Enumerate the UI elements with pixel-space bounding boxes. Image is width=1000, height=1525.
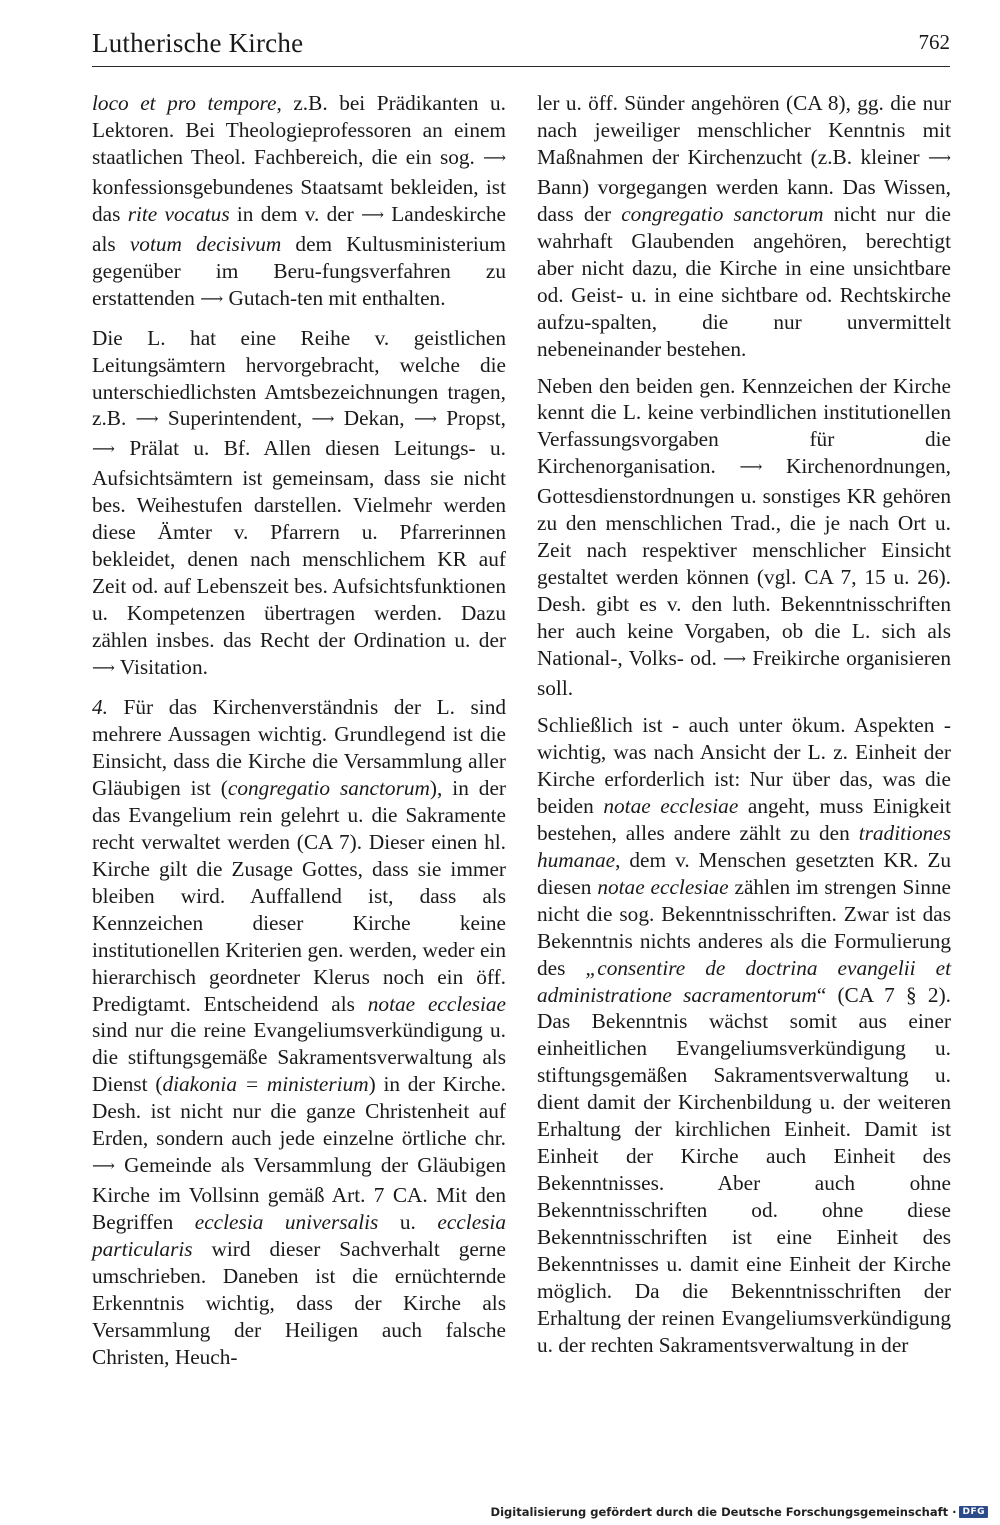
right-column <box>537 90 951 1369</box>
paragraph: loco et pro tempore, z.B. bei Prädikanten u. Lektoren. Bei Theologieprofessoren an einem staatlichen Theol. Fachbereich, die ein sog. ⟶ konfessionsgebundenes Staatsamt bekleiden, ist das rite vocatus in dem v. der ⟶ Landeskirche als votum decisivum dem Kultusministerium gegenüber im Beru-fungsverfahren zu erstattenden ⟶ Gutach-ten mit enthalten. <box>92 91 506 310</box>
paragraph: ler u. öff. Sünder angehören (CA 8), gg. die nur nach jeweiliger menschlicher Kenntnis mit Maßnahmen der Kirchenzucht (z.B. kleiner ⟶ Bann) vorgegangen werden kann. Das Wissen, dass der congregatio sanctorum nicht nur die wahrhaft Glaubenden angehören, berechtigt aber nicht dazu, die Kirche in eine unsichtbare od. Geist- u. in eine sichtbare od. Rechtskirche aufzu-spalten, die nur unvermittelt nebeneinander bestehen. <box>537 91 951 361</box>
paragraph: Schließlich ist - auch unter ökum. Aspekten - wichtig, was nach Ansicht der L. z. Einheit der Kirche erforderlich ist: Nur über das, was die beiden notae ecclesiae angeht, muss Einigkeit bestehen, alles andere zählt zu den traditiones humanae, dem v. Menschen gesetzten KR. Zu diesen notae ecclesiae zählen im strengen Sinne nicht die sog. Bekenntnisschriften. Zwar ist das Bekenntnis nichts anderes als die Formulierung des „consentire de doctrina evangelii et administratione sacramentorum“ (CA 7 § 2). Das Bekenntnis wächst somit aus einer einheitlichen Evangeliumsverkündigung u. stiftungsgemäßen Sakramentsverwaltung u. dient damit der Kirchenbildung u. der weiteren Erhaltung der kirchlichen Einheit. Damit ist Einheit der Kirche auch Einheit des Bekenntnisses. Aber auch ohne Bekenntnisschriften od. ohne diese Bekenntnisschriften ist eine Einheit des Bekenntnisses u. damit eine Einheit der Kirche möglich. Da die Bekenntnisschriften der Erhaltung der reinen Evangeliumsverkündigung u. der rechten Sakramentsverwaltung in der <box>537 712 951 1357</box>
dfg-logo: DFG <box>959 1506 988 1518</box>
running-header <box>92 26 950 67</box>
paragraph: 4. Für das Kirchenverständnis der L. sind mehrere Aussagen wichtig. Grundlegend ist die Einsicht, dass die Kirche die Versammlung aller Gläubigen ist (congregatio sanctorum), in der das Evangelium rein gelehrt u. die Sakramente recht verwaltet werden (CA 7). Dieser einen hl. Kirche gilt die Zusage Gottes, dass sie immer bleiben wird. Auffallend ist, dass als Kennzeichen dieser Kirche keine institutionellen Kriterien gen. werden, weder ein hierarchisch geordneter Klerus noch ein öff. Predigtamt. Entscheidend als notae ecclesiae sind nur die reine Evangeliumsverkündigung u. die stiftungsgemäße Sakramentsverwaltung als Dienst (diakonia = ministerium) in der Kirche. Desh. ist nicht nur die ganze Christenheit auf Erden, sondern auch jede einzelne örtliche chr. ⟶ Gemeinde als Versammlung der Gläubigen Kirche im Vollsinn gemäß Art. 7 CA. Mit den Begriffen ecclesia universalis u. ecclesia particularis wird dieser Sachverhalt gerne umschrieben. Daneben ist die ernüchternde Erkenntnis wichtig, dass der Kirche als Versammlung der Heiligen auch falsche Christen, Heuch- <box>92 695 507 1369</box>
left-column <box>92 90 506 1381</box>
page-number: 762 <box>918 30 950 54</box>
paragraph: Neben den beiden gen. Kennzeichen der Kirche kennt die L. keine verbindlichen institutionellen Verfassungsvorgaben für die Kirchenorganisation. ⟶ Kirchenordnungen, Gottesdienstordnungen u. sonstiges KR gehören zu den menschlichen Trad., die je nach Ort u. Zeit nach respektiver menschlicher Einsicht gestaltet werden können (vgl. CA 7, 15 u. 26). Desh. gibt es v. den luth. Bekenntnisschriften her auch keine Vorgaben, ob die L. sich als National-, Volks- od. ⟶ Freikirche organisieren soll. <box>537 373 952 701</box>
credit-text: Digitalisierung gefördert durch die Deutsche Forschungsgemeinschaft · <box>490 1505 957 1519</box>
header-title: Lutherische Kirche <box>92 28 304 58</box>
paragraph: Die L. hat eine Reihe v. geistlichen Leitungsämtern hervorgebracht, welche die unterschiedlichsten Amtsbezeichnungen tragen, z.B. ⟶ Superintendent, ⟶ Dekan, ⟶ Propst, ⟶ Prälat u. Bf. Allen diesen Leitungs- u. Aufsichtsämtern ist gemeinsam, dass sie nicht bes. Weihestufen darstellen. Vielmehr werden diese Ämter v. Pfarrern u. Pfarrerinnen bekleidet, denen nach menschlichem KR auf Zeit od. auf Lebenszeit bes. Aufsichtsfunktionen u. Kompetenzen übertragen werden. Dazu zählen insbes. das Recht der Ordination u. der ⟶ Visitation. <box>92 325 506 680</box>
digitization-credit <box>491 1505 988 1519</box>
